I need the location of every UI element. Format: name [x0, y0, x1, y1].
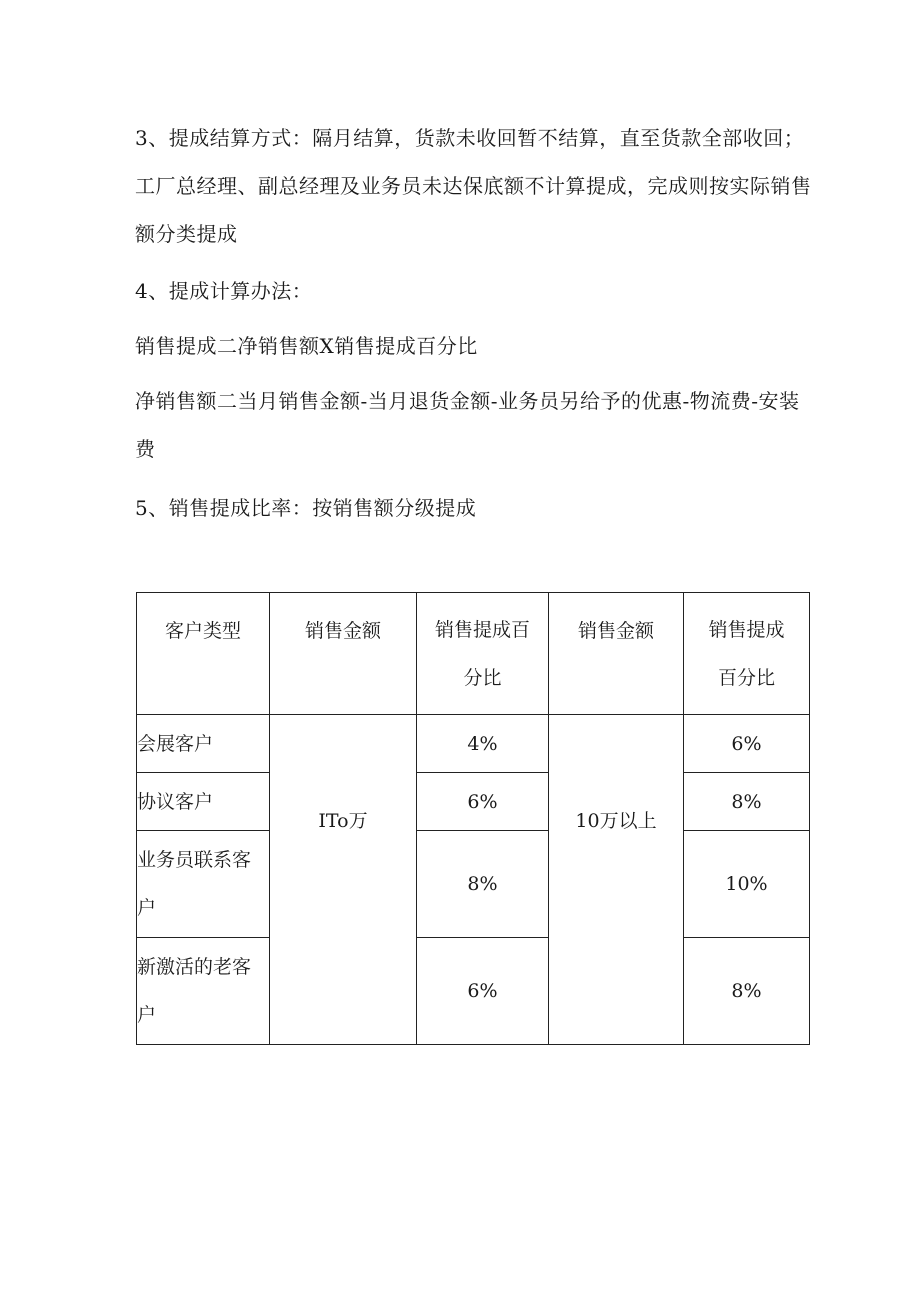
commission-rate-table [136, 592, 810, 1045]
customer-type-cell: 业务员联系客户 [137, 831, 270, 938]
commission-pct-low-cell: 8% [417, 831, 549, 938]
sales-amount-high-cell: 10万以上 [549, 715, 684, 1045]
sales-amount-low-cell: ITo万 [270, 715, 417, 1045]
table-row [137, 773, 810, 831]
commission-pct-high-cell: 8% [684, 773, 810, 831]
settlement-method-paragraph: 3、提成结算方式：隔月结算，货款未收回暂不结算，直至货款全部收回；工厂总经理、副总经理及业务员未达保底额不计算提成，完成则按实际销售额分类提成 [135, 126, 812, 246]
header-sales-amount-high: 销售金额 [549, 593, 684, 715]
calculation-method-heading: 4、提成计算办法： [135, 279, 313, 303]
header-customer-type: 客户类型 [137, 593, 270, 715]
commission-pct-high-cell: 8% [684, 938, 810, 1045]
commission-formula: 销售提成二净销售额X销售提成百分比 [135, 334, 478, 358]
customer-type-cell: 新激活的老客户 [137, 938, 270, 1045]
customer-type-cell: 会展客户 [137, 715, 270, 773]
commission-rate-heading: 5、销售提成比率：按销售额分级提成 [135, 496, 477, 520]
net-sales-formula: 净销售额二当月销售金额-当月退货金额-业务员另给予的优惠-物流费-安装费 [135, 389, 800, 461]
customer-type-cell: 协议客户 [137, 773, 270, 831]
commission-pct-low-cell: 4% [417, 715, 549, 773]
table-row [137, 715, 810, 773]
header-sales-amount-low: 销售金额 [270, 593, 417, 715]
commission-pct-low-cell: 6% [417, 773, 549, 831]
commission-pct-high-cell: 10% [684, 831, 810, 938]
commission-pct-high-cell: 6% [684, 715, 810, 773]
header-commission-pct-low: 销售提成百分比 [417, 593, 549, 715]
table-row [137, 831, 810, 938]
header-commission-pct-high: 销售提成百分比 [684, 593, 810, 715]
table-row [137, 938, 810, 1045]
commission-pct-low-cell: 6% [417, 938, 549, 1045]
table-header-row [137, 593, 810, 715]
